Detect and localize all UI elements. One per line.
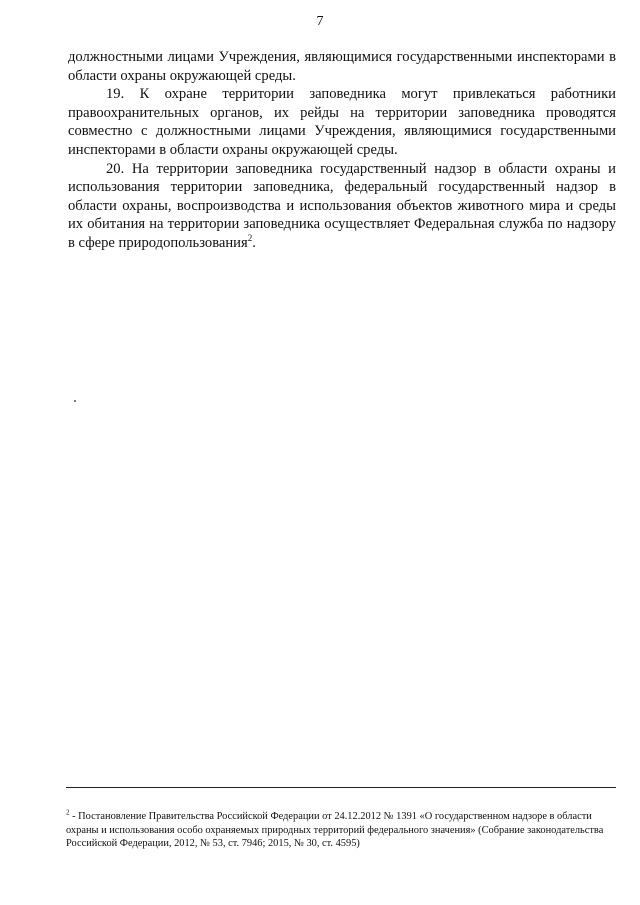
- footnote-reference: 2: [247, 233, 253, 244]
- footnote-marker: 2: [66, 808, 70, 817]
- body-text: [68, 48, 616, 253]
- paragraph-continuation: должностными лицами Учреждения, являющимися государственными инспекторами в области охраны окружающей среды.: [68, 49, 616, 84]
- paragraph-20-text: 20. На территории заповедника государственный надзор в области охраны и использования территории заповедника, федеральный государственный надзор в области охраны, воспроизводства и использования объектов животного мира и среды их обитания на территории заповедника осуществляет Федеральная служба по надзору в сфере природопользования: [68, 160, 616, 251]
- footnote-separator: [66, 787, 616, 788]
- page-number: 7: [316, 14, 324, 29]
- scan-speck: [74, 400, 76, 402]
- paragraph-20-end: .: [252, 234, 256, 251]
- paragraph-19: 19. К охране территории заповедника могут привлекаться работники правоохранительных органов, их рейды на территории заповедника проводятся совместно с должностными лицами Учреждения, являющимися государственными инспекторами в области охраны окружающей среды.: [68, 86, 616, 158]
- paragraph-20: [68, 160, 616, 253]
- footnote: [66, 810, 618, 851]
- footnote-text: - Постановление Правительства Российской Федерации от 24.12.2012 № 1391 «О государственном надзоре в области охраны и использования особо охраняемых природных территорий федерального значения» (Собрание законодательства Российской Федерации, 2012, № 53, ст. 7946; 2015, № 30, ст. 4595): [66, 811, 604, 850]
